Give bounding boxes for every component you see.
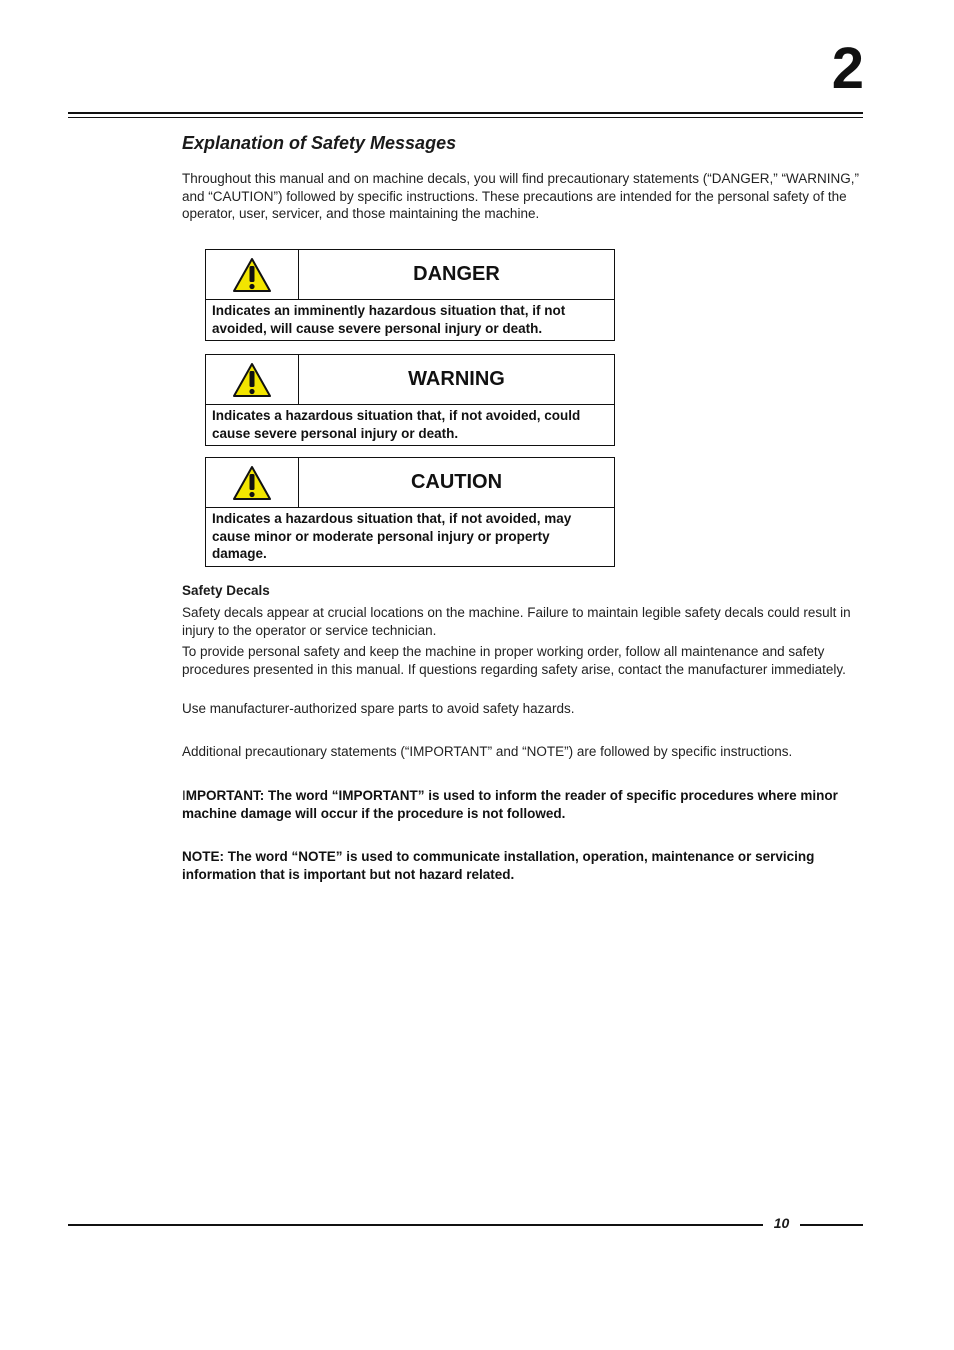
danger-signal-word: DANGER: [413, 263, 500, 285]
important-statement: [182, 787, 862, 822]
footer-rule-right: [800, 1224, 863, 1226]
header-rule-thick: [68, 112, 863, 114]
section-title: Explanation of Safety Messages: [182, 133, 457, 153]
caution-description: Indicates a hazardous situation that, if not avoided, may cause minor or moderate personal injury or property damage.: [212, 511, 572, 561]
warning-description: Indicates a hazardous situation that, if not avoided, could cause severe personal injury or death.: [212, 408, 581, 441]
caution-signal-word: CAUTION: [410, 471, 503, 493]
safety-decals-paragraph: Safety decals appear at crucial locations on the machine. Failure to maintain legible safety decals could result in injury to the operator or service technician.: [182, 605, 851, 638]
additional-statements-paragraph: Additional precautionary statements (“IMPORTANT” and “NOTE”) are followed by specific instructions.: [182, 744, 793, 759]
warning-box-header: [206, 355, 614, 405]
intro-paragraph: Throughout this manual and on machine decals, you will find precautionary statements (“DANGER,” “WARNING,” and “CAUTION”) followed by specific instructions. These precautions are intended for the personal safety of the operator, user, servicer, and those maintaining the machine.: [182, 171, 860, 221]
safety-decals-title: Safety Decals: [182, 583, 270, 598]
header-rule-thin: [68, 117, 863, 118]
note-statement: NOTE: The word “NOTE” is used to communicate installation, operation, maintenance or servicing information that is important but not hazard related.: [182, 849, 815, 882]
warning-signal-word: WARNING: [408, 368, 505, 390]
footer-rule-left: [68, 1224, 763, 1226]
warning-triangle-icon: [206, 458, 299, 507]
page-number: 10: [773, 1215, 790, 1231]
danger-box-header: [206, 250, 614, 300]
warning-box: [205, 354, 615, 446]
important-text: MPORTANT: The word “IMPORTANT” is used to inform the reader of specific procedures where minor machine damage will occur if the procedure is not followed.: [182, 788, 838, 821]
danger-box: [205, 249, 615, 341]
warning-triangle-icon: [206, 355, 299, 404]
danger-description: Indicates an imminently hazardous situation that, if not avoided, will cause severe personal injury or death.: [212, 303, 566, 336]
safety-decals-paragraph: Use manufacturer-authorized spare parts to avoid safety hazards.: [182, 701, 575, 716]
warning-triangle-icon: [206, 250, 299, 299]
caution-box: [205, 457, 615, 567]
chapter-number: 2: [831, 36, 864, 101]
safety-decals-paragraph: To provide personal safety and keep the machine in proper working order, follow all maintenance and safety procedures presented in this manual. If questions regarding safety arise, contact the manufacturer immediately.: [182, 644, 846, 677]
important-initial: I: [182, 788, 186, 803]
caution-box-header: [206, 458, 614, 508]
